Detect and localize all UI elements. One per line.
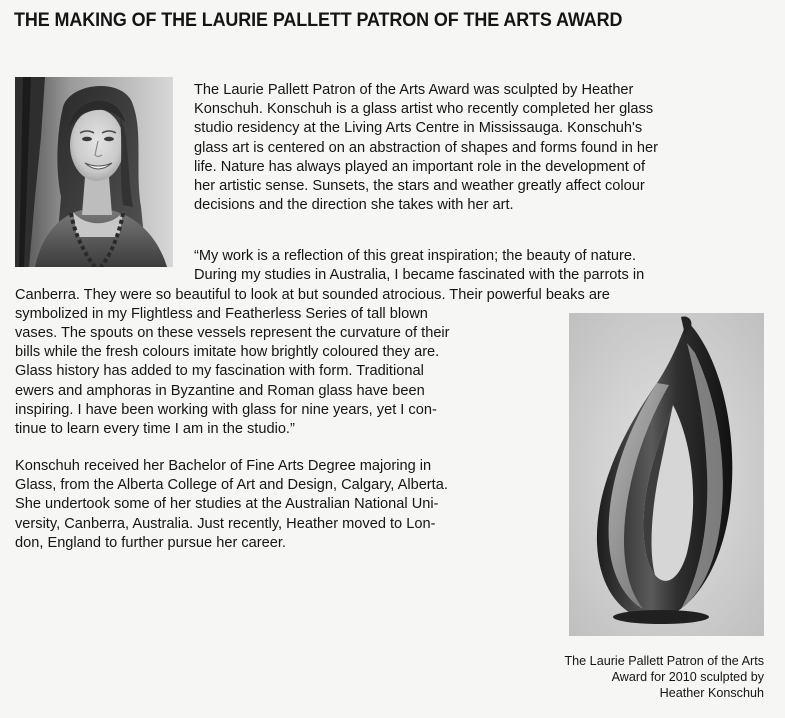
text-line: bills while the fresh colours imitate how brightly coloured they are. xyxy=(15,344,440,361)
quote-paragraph-left xyxy=(15,324,450,439)
text-line: life. Nature has always played an important role in the development of xyxy=(194,158,646,175)
text-line: tinue to learn every time I am in the studio.” xyxy=(15,421,295,438)
artist-portrait-photo xyxy=(15,77,173,267)
text-line: The Laurie Pallett Patron of the Arts Award was sculpted by Heather xyxy=(194,82,634,98)
text-line: “My work is a reflection of this great inspiration; the beauty of nature. xyxy=(194,248,637,264)
intro-paragraph xyxy=(194,81,658,215)
text-line: Konschuh. Konschuh is a glass artist who recently completed her glass xyxy=(194,101,654,118)
text-line: studio residency at the Living Arts Centre in Mississauga. Konschuh's xyxy=(194,120,643,137)
text-line: Glass, from the Alberta College of Art and Design, Calgary, Alberta. xyxy=(15,477,448,494)
text-line: decisions and the direction she takes with her art. xyxy=(194,197,514,214)
caption-line: Award for 2010 sculpted by xyxy=(611,670,764,684)
photo-caption xyxy=(564,653,764,701)
caption-line: Heather Konschuh xyxy=(659,686,764,700)
quote-paragraph-full-width xyxy=(15,286,610,324)
biography-paragraph xyxy=(15,457,448,553)
text-line: Canberra. They were so beautiful to look at but sounded atrocious. Their powerful beaks are xyxy=(15,287,610,303)
text-line: ewers and amphoras in Byzantine and Roman glass have been xyxy=(15,382,425,399)
text-line: inspiring. I have been working with glass for nine years, yet I con- xyxy=(15,401,437,418)
text-line: Glass history has added to my fascination with form. Traditional xyxy=(15,363,424,380)
text-line: Konschuh received her Bachelor of Fine Arts Degree majoring in xyxy=(15,458,432,474)
text-line: vases. The spouts on these vessels represent the curvature of their xyxy=(15,325,450,341)
quote-paragraph-top xyxy=(194,247,644,285)
caption-line: The Laurie Pallett Patron of the Arts xyxy=(564,654,764,668)
glass-award-sculpture-photo xyxy=(569,313,764,636)
text-line: her artistic sense. Sunsets, the stars and weather greatly affect colour xyxy=(194,178,645,195)
text-line: glass art is centered on an abstraction of shapes and forms found in her xyxy=(194,139,659,156)
text-line: symbolized in my Flightless and Featherless Series of tall blown xyxy=(15,306,428,323)
text-line: versity, Canberra, Australia. Just recently, Heather moved to Lon- xyxy=(15,515,436,532)
text-line: During my studies in Australia, I became fascinated with the parrots in xyxy=(194,267,645,284)
text-line: She undertook some of her studies at the Australian National Uni- xyxy=(15,496,439,513)
text-line: don, England to further pursue her career. xyxy=(15,534,286,551)
page-title: THE MAKING OF THE LAURIE PALLETT PATRON OF THE ARTS AWARD xyxy=(14,9,623,31)
